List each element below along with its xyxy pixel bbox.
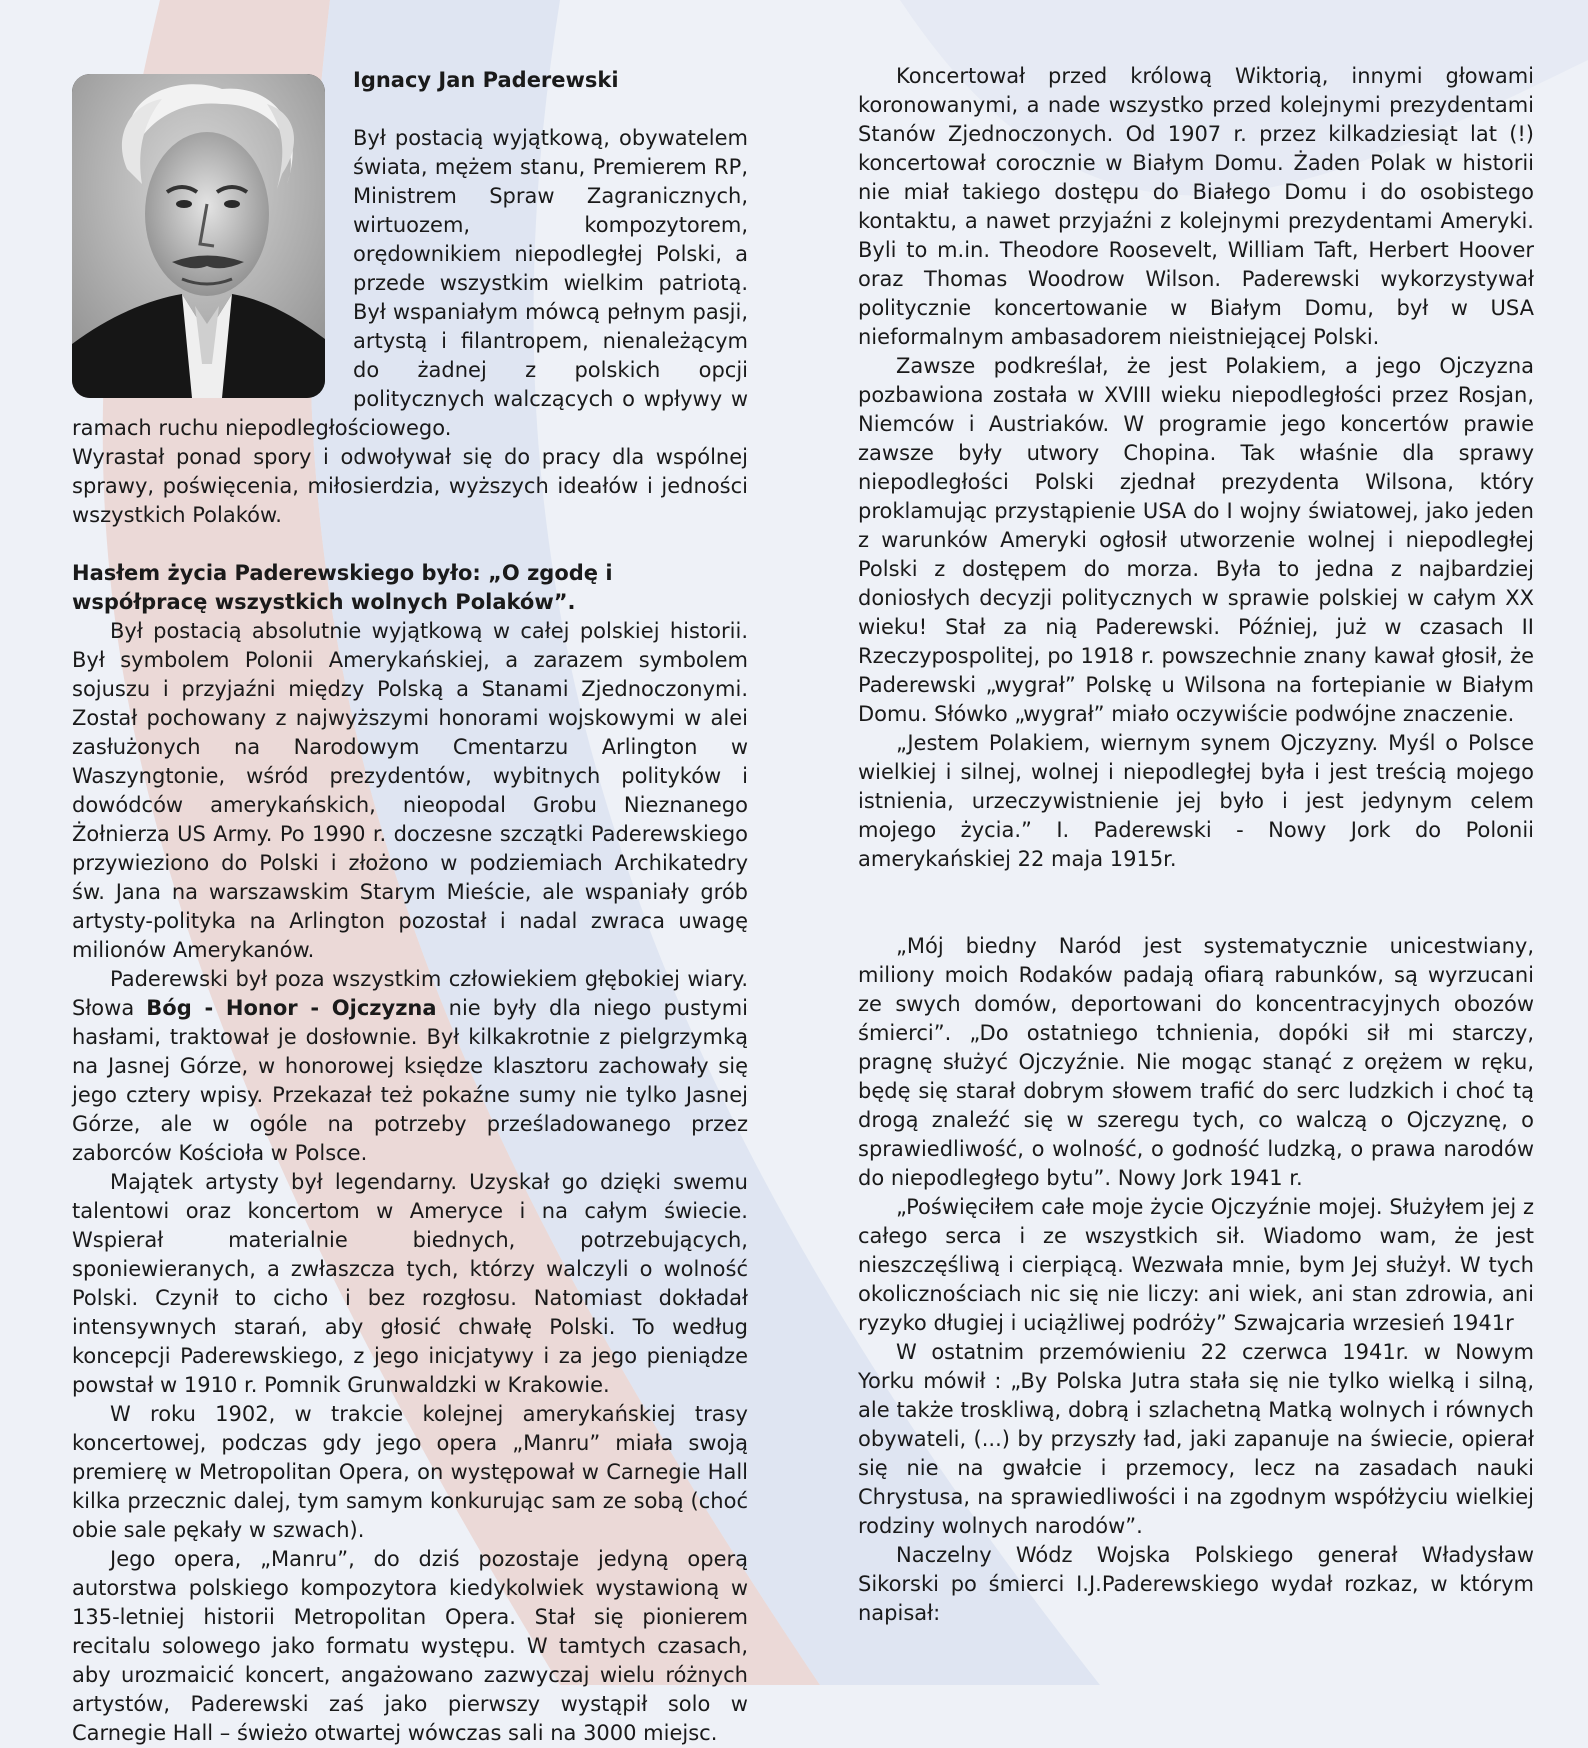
paragraph-spacer	[858, 874, 1534, 932]
intro-paragraph: Był postacią wyjątkową, obywatelem świata, mężem stanu, Premierem RP, Ministrem Spraw Zagranicznych, wirtuozem, kompozytorem, orędownikiem niepodległej Polski, a przede wszystkim wielkim patriotą. Był wspaniałym mówcą pełnym pasji, artystą i filantropem, nienależącym do żadnej z polskich opcji politycznych walczących o wpływy w ramach ruchu niepodległościowego.	[72, 126, 748, 440]
wiara-bold-motto: Bóg - Honor - Ojczyzna	[146, 996, 437, 1020]
left-column	[72, 62, 748, 1748]
article-title: Ignacy Jan Paderewski	[353, 68, 619, 92]
motto-heading: Hasłem życia Paderewskiego było: „O zgodę i współpracę wszystkich wolnych Polaków”.	[72, 561, 613, 614]
paragraph-koncertowal: Koncertował przed królową Wiktorią, innymi głowami koronowanymi, a nade wszystko przed kolejnymi prezydentami Stanów Zjednoczonych. Od 1907 r. przez kilkadziesiąt lat (!) koncertował corocznie w Białym Domu. Żaden Polak w historii nie miał takiego dostępu do Białego Domu i do osobistego kontaktu, a nawet przyjaźni z kolejnymi prezydentami Ameryki. Byli to m.in. Theodore Roosevelt, William Taft, Herbert Hoover oraz Thomas Woodrow Wilson. Paderewski wykorzystywał politycznie koncertowanie w Białym Domu, był w USA nieformalnym ambasadorem nieistniejącej Polski.	[858, 64, 1534, 349]
wiara-text-a: Paderewski był poza wszystkim człowiekiem głębokiej wiary. Słowa	[72, 967, 748, 1020]
paragraph-historia: Był postacią absolutnie wyjątkową w całej polskiej historii. Był symbolem Polonii Amerykańskiej, a zarazem symbolem sojuszu i przyjaźni między Polską a Stanami Zjednoczonymi. Został pochowany z najwyższymi honorami wojskowymi w alei zasłużonych na Narodowym Cmentarzu Arlington w Waszyngtonie, wśród prezydentów, wybitnych polityków i dowódców amerykańskich, nieopodal Grobu Nieznanego Żołnierza US Army. Po 1990 r. doczesne szczątki Paderewskiego przywieziono do Polski i złożono w podziemiach Archikatedry św. Jana na warszawskim Starym Mieście, ale wspaniały grób artysty-polityka na Arlington pozostał i nadal zwraca uwagę milionów Amerykanów.	[72, 619, 748, 962]
quote-1915: „Jestem Polakiem, wiernym synem Ojczyzny. Myśl o Polsce wielkiej i silnej, wolnej i niepodległej była i jest treścią mojego istnienia, urzeczywistnienie jej było i jest jedynym celem mojego życia.” I. Paderewski - Nowy Jork do Polonii amerykańskiej 22 maja 1915r.	[858, 731, 1534, 871]
paragraph-wiara	[72, 965, 748, 1168]
paragraph-sikorski: Naczelny Wódz Wojska Polskiego generał Władysław Sikorski po śmierci I.J.Paderewskiego wydał rozkaz, w którym napisał:	[858, 1543, 1534, 1625]
paragraph-spory: Wyrastał ponad spory i odwoływał się do pracy dla wspólnej sprawy, poświęcenia, miłosierdzia, wyższych ideałów i jedności wszystkich Polaków.	[72, 445, 748, 527]
paragraph-polakiem: Zawsze podkreślał, że jest Polakiem, a jego Ojczyzna pozbawiona została w XVIII wieku niepodległości przez Rosjan, Niemców i Austriaków. W programie jego koncertów prawie zawsze były utwory Chopina. Tak właśnie dla sprawy niepodległości Polski zjednał prezydenta Wilsona, który proklamując przystąpienie USA do I wojny światowej, jako jeden z warunków Ameryki ogłosił utworzenie wolnej i niepodległej Polski z dostępem do morza. Była to jedna z najbardziej doniosłych decyzji politycznych w sprawie polskiej w całym XX wieku! Stał za nią Paderewski. Później, już w czasach II Rzeczypospolitej, po 1918 r. powszechnie znany kawał głosił, że Paderewski „wygrał” Polskę u Wilsona na fortepianie w Białym Domu. Słówko „wygrał” miało oczywiście podwójne znaczenie.	[858, 354, 1534, 726]
paragraph-1902: W roku 1902, w trakcie kolejnej amerykańskiej trasy koncertowej, podczas gdy jego opera „Manru” miała swoją premierę w Metropolitan Opera, on występował w Carnegie Hall kilka przecznic dalej, tym samym konkurując sam ze sobą (choć obie sale pękały w szwach).	[72, 1402, 748, 1542]
portrait-image	[72, 74, 325, 398]
paragraph-manru: Jego opera, „Manru”, do dziś pozostaje jedyną operą autorstwa polskiego kompozytora kiedykolwiek wystawioną w 135-letniej historii Metropolitan Opera. Stał się pionierem recitalu solowego jako formatu występu. W tamtych czasach, aby urozmaicić koncert, angażowano zazwyczaj wielu różnych artystów, Paderewski zaś jako pierwszy wystąpił solo w Carnegie Hall – świeżo otwartej wówczas sali na 3000 miejsc.	[72, 1547, 748, 1745]
right-column	[858, 62, 1534, 1628]
paragraph-majatek: Majątek artysty był legendarny. Uzyskał go dzięki swemu talentowi oraz koncertom w Ameryce i na całym świecie. Wspierał materialnie biednych, potrzebujących, sponiewieranych, a zwłaszcza tych, którzy walczyli o wolność Polski. Czynił to cicho i bez rozgłosu. Natomiast dokładał intensywnych starań, aby głosić chwałę Polski. To według koncepcji Paderewskiego, z jego inicjatywy i za jego pieniądze powstał w 1910 r. Pomnik Grunwaldzki w Krakowie.	[72, 1170, 748, 1397]
wiara-text-b: nie były dla niego pustymi hasłami, traktował je dosłownie. Był kilkakrotnie z pielgrzymką na Jasnej Górze, w honorowej księdze klasztoru zachowały się jego cztery wpisy. Przekazał też pokaźne sumy nie tylko Jasnej Górze, ale w ogóle na potrzeby prześladowanego przez zaborców Kościoła w Polsce.	[72, 996, 748, 1165]
quote-szwajcaria: „Poświęciłem całe moje życie Ojczyźnie mojej. Służyłem jej z całego serca i ze wszystkich sił. Wiadomo wam, że jest nieszczęśliwą i cierpiącą. Wezwała mnie, bym Jej służył. W tych okolicznościach nic się nie liczy: ani wiek, ani stan zdrowia, ani ryzyko długiej i uciążliwej podróży” Szwajcaria wrzesień 1941r	[858, 1195, 1534, 1335]
portrait-photo	[72, 74, 325, 398]
paragraph-ostatnie-przemowienie: W ostatnim przemówieniu 22 czerwca 1941r. w Nowym Yorku mówił : „By Polska Jutra stała się nie tylko wielką i silną, ale także troskliwą, dobrą i szlachetną Matką wolnych i równych obywateli, (...) by przyszły ład, jaki zapanuje na świecie, opierał się nie na gwałcie i przemocy, lecz na zasadach nauki Chrystusa, na sprawiedliwości i na zgodnym współżyciu wielkiej rodziny wolnych narodów”.	[858, 1340, 1534, 1538]
quote-1941-naród: „Mój biedny Naród jest systematycznie unicestwiany, miliony moich Rodaków padają ofiarą rabunków, są wyrzucani ze swych domów, deportowani do koncentracyjnych obozów śmierci”. „Do ostatniego tchnienia, dopóki sił mi starczy, pragnę służyć Ojczyźnie. Nie mogąc stanąć z orężem w ręku, będę się starał dobrym słowem trafić do serc ludzkich i choć tą drogą znaleźć się w szeregu tych, co walczą o Ojczyznę, o sprawiedliwość, o wolność, o godność ludzką, o prawa narodów do niepodległego bytu”. Nowy Jork 1941 r.	[858, 934, 1534, 1190]
